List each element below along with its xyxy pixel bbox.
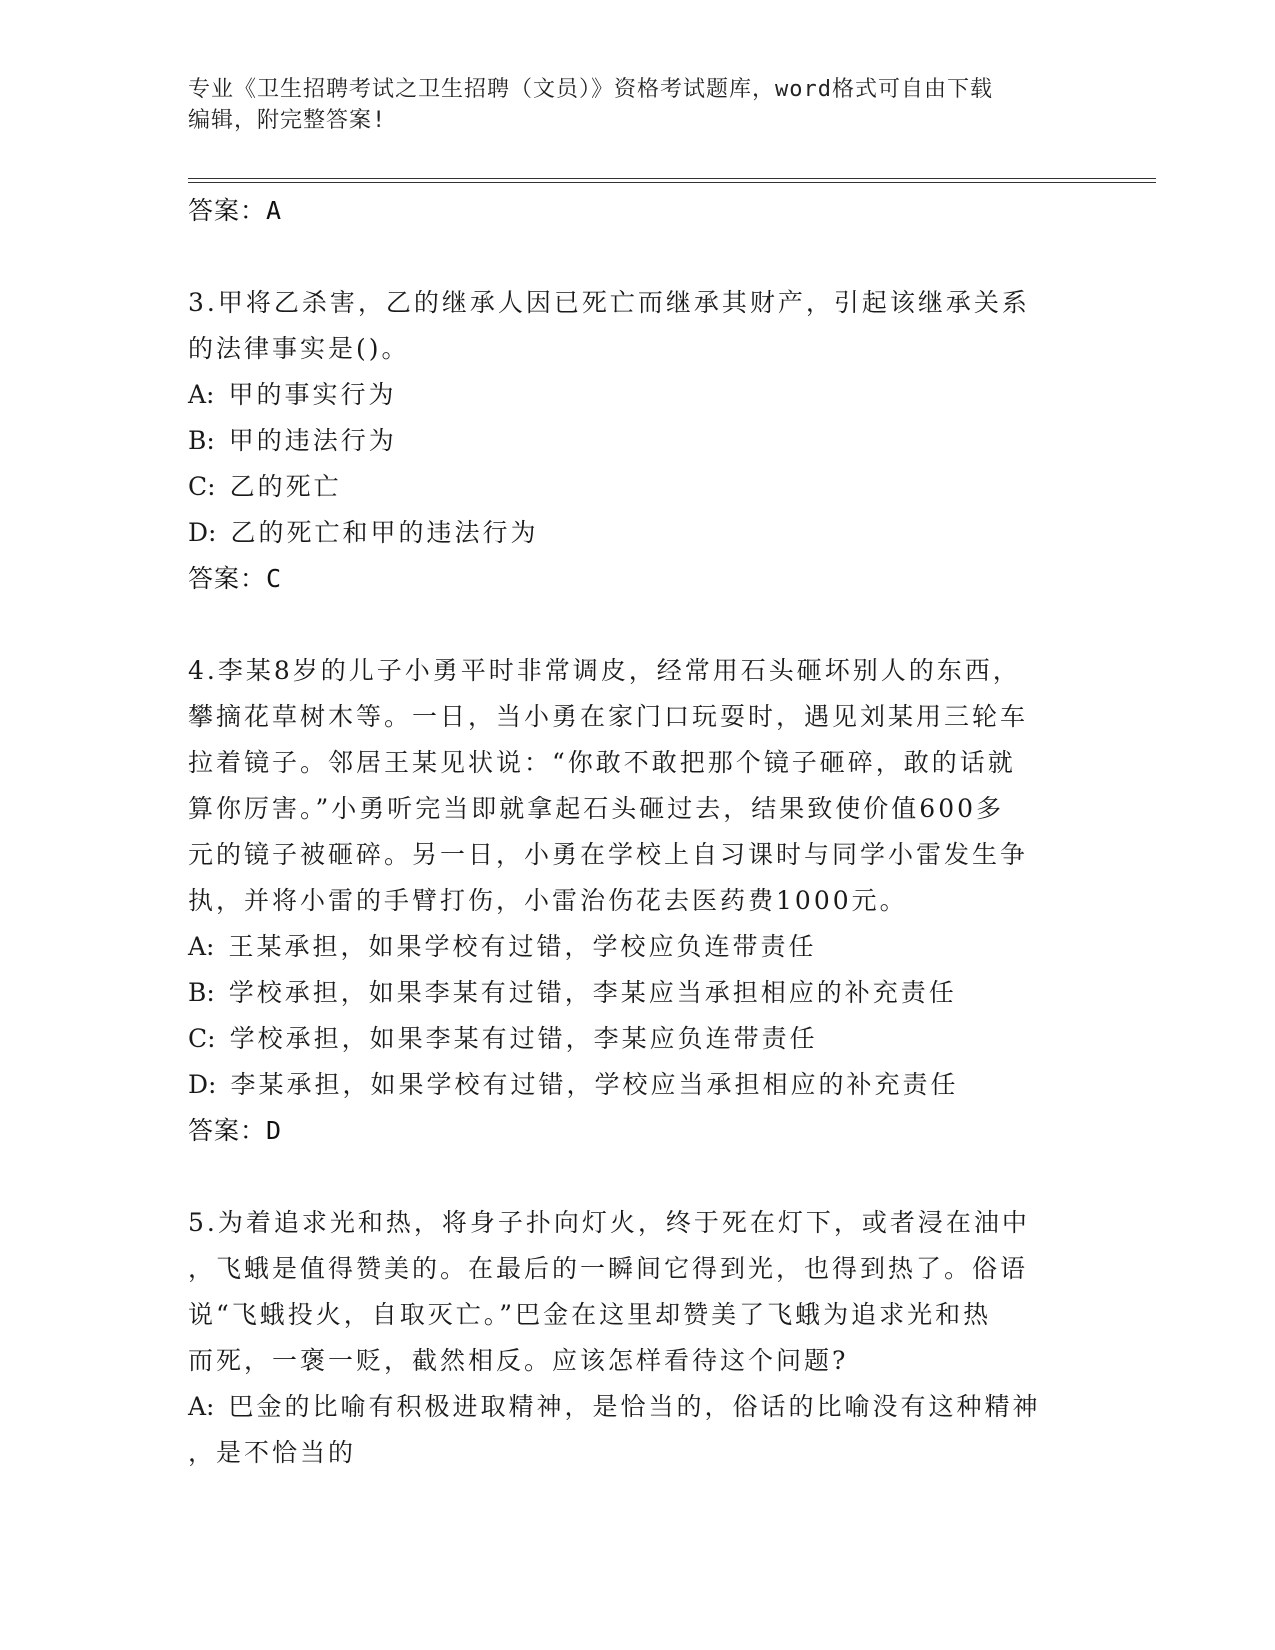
option-label: B: (188, 978, 215, 1007)
answer-line (188, 1108, 1088, 1154)
answer-value: A (266, 196, 283, 225)
header-divider-top (188, 178, 1156, 179)
question-stem-line: 3.甲将乙杀害，乙的继承人因已死亡而继承其财产，引起该继承关系 (188, 288, 1030, 317)
question-3 (188, 280, 1088, 602)
question-stem-line: 而死，一褒一贬，截然相反。应该怎样看待这个问题? (188, 1346, 849, 1375)
option-c (188, 1016, 1088, 1062)
answer-value: D (266, 1116, 283, 1145)
option-text: 巴金的比喻有积极进取精神，是恰当的，俗话的比喻没有这种精神 (228, 1392, 1041, 1421)
option-a (188, 924, 1088, 970)
question-stem-line: 4.李某8岁的儿子小勇平时非常调皮，经常用石头砸坏别人的东西， (188, 656, 1021, 685)
question-stem-line: 算你厉害。”小勇听完当即就拿起石头砸过去，结果致使价值600多 (188, 794, 1005, 823)
header-line-2: 编辑，附完整答案! (188, 108, 387, 133)
option-d (188, 1062, 1088, 1108)
header-divider-bottom (188, 182, 1156, 183)
option-label: A: (188, 380, 215, 409)
option-text: 甲的违法行为 (228, 426, 397, 455)
block-gap (188, 602, 1088, 648)
option-label: A: (188, 932, 215, 961)
question-stem-line: 5.为着追求光和热，将身子扑向灯火，终于死在灯下，或者浸在油中 (188, 1208, 1030, 1237)
option-text: 李某承担，如果学校有过错，学校应当承担相应的补充责任 (230, 1070, 959, 1099)
page-header (188, 74, 1088, 136)
option-label: C: (188, 472, 216, 501)
option-text: 学校承担，如果李某有过错，李某应负连带责任 (229, 1024, 818, 1053)
question-stem-line: 说“飞蛾投火，自取灭亡。”巴金在这里却赞美了飞蛾为追求光和热 (188, 1300, 992, 1329)
header-line-1: 专业《卫生招聘考试之卫生招聘（文员）》资格考试题库，word格式可自由下载 (188, 77, 993, 102)
block-gap (188, 234, 1088, 280)
question-5 (188, 1200, 1088, 1476)
option-d (188, 510, 1088, 556)
option-a (188, 1384, 1088, 1430)
option-text: 学校承担，如果李某有过错，李某应当承担相应的补充责任 (228, 978, 957, 1007)
option-label: D: (188, 1070, 217, 1099)
question-4 (188, 648, 1088, 1154)
question-stem-line: 拉着镜子。邻居王某见状说：“你敢不敢把那个镜子砸碎，敢的话就 (188, 748, 1016, 777)
option-label: B: (188, 426, 215, 455)
answer-value: C (266, 564, 283, 593)
option-text: 王某承担，如果学校有过错，学校应负连带责任 (228, 932, 817, 961)
question-stem-line: 的法律事实是()。 (188, 334, 410, 363)
question-stem-line: 执，并将小雷的手臂打伤，小雷治伤花去医药费1000元。 (188, 886, 908, 915)
option-c (188, 464, 1088, 510)
option-a (188, 372, 1088, 418)
option-b (188, 970, 1088, 1016)
answer-line (188, 188, 1088, 234)
option-text: 乙的死亡 (229, 472, 342, 501)
block-gap (188, 1154, 1088, 1200)
answer-label: 答案： (188, 1116, 267, 1145)
option-text: 乙的死亡和甲的违法行为 (230, 518, 539, 547)
option-text: 甲的事实行为 (228, 380, 397, 409)
question-stem-line: ，飞蛾是值得赞美的。在最后的一瞬间它得到光，也得到热了。俗语 (188, 1254, 1029, 1283)
option-label: A: (188, 1392, 215, 1421)
answer-label: 答案： (188, 564, 267, 593)
option-a-continuation: ，是不恰当的 (188, 1438, 357, 1467)
question-stem-line: 元的镜子被砸碎。另一日，小勇在学校上自习课时与同学小雷发生争 (188, 840, 1029, 869)
answer-line (188, 556, 1088, 602)
option-label: C: (188, 1024, 216, 1053)
answer-label: 答案： (188, 196, 267, 225)
option-b (188, 418, 1088, 464)
question-stem-line: 攀摘花草树木等。一日，当小勇在家门口玩耍时，遇见刘某用三轮车 (188, 702, 1029, 731)
document-body (188, 188, 1088, 1476)
option-label: D: (188, 518, 217, 547)
